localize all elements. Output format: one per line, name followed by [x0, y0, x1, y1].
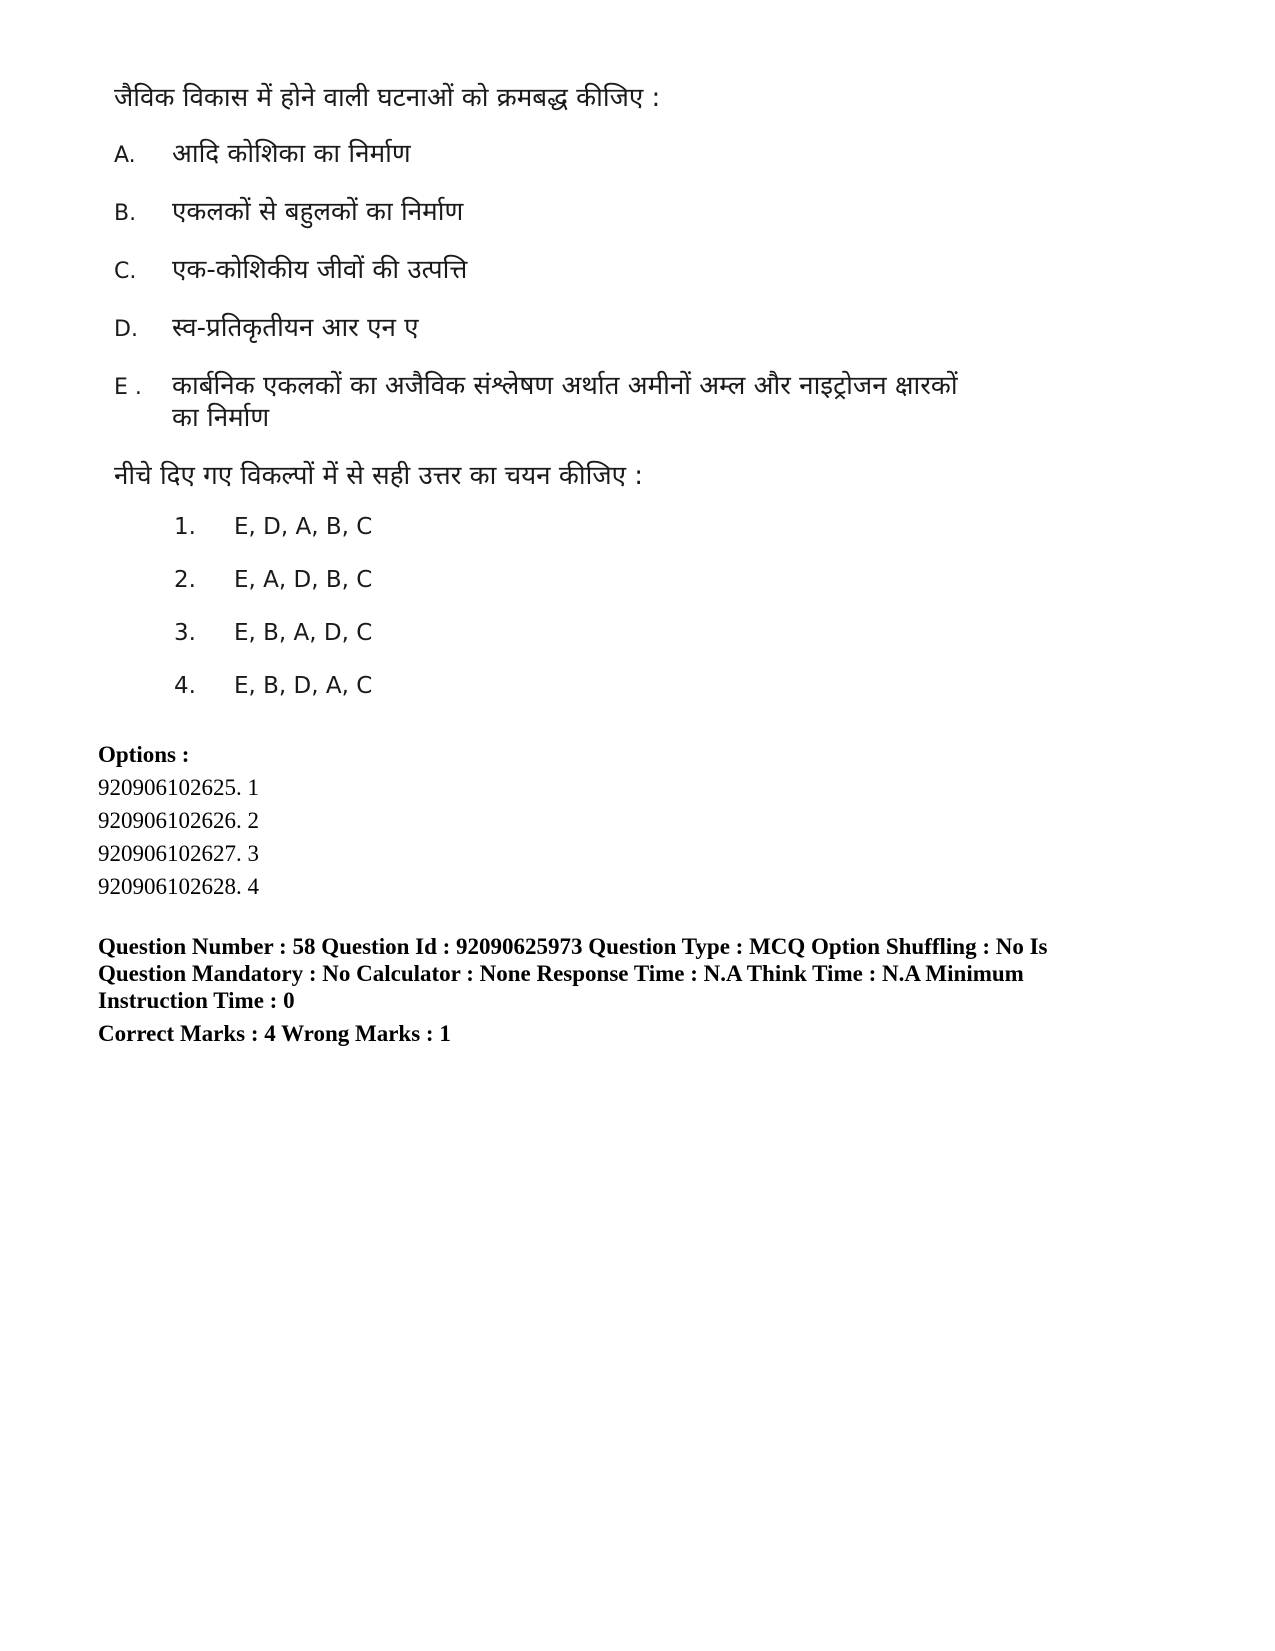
- question-stem: जैविक विकास में होने वाली घटनाओं को क्रमबद्ध कीजिए :: [114, 83, 661, 113]
- statement-text: एकलकों से बहुलकों का निर्माण: [172, 197, 464, 227]
- answer-key-section: [98, 738, 1198, 1047]
- choice-1: [174, 512, 1014, 542]
- statement-b: [114, 196, 1014, 230]
- choice-number: 3.: [174, 620, 196, 646]
- choice-text: E, A, D, B, C: [234, 567, 373, 593]
- option-id-line: 920906102626. 2: [98, 808, 259, 833]
- statement-d: [114, 312, 1014, 346]
- choice-3: [174, 618, 1014, 648]
- choice-number: 2.: [174, 567, 196, 593]
- choice-4: [174, 671, 1014, 701]
- statement-label: D.: [114, 317, 138, 342]
- statement-text: स्व-प्रतिकृतीयन आर एन ए: [172, 313, 419, 343]
- statement-a: [114, 138, 1014, 172]
- choice-number: 1.: [174, 514, 196, 540]
- marks-info: Correct Marks : 4 Wrong Marks : 1: [98, 1021, 451, 1046]
- statement-e: [114, 370, 1014, 434]
- choice-text: E, B, A, D, C: [234, 620, 373, 646]
- question-prompt: नीचे दिए गए विकल्पों में से सही उत्तर का चयन कीजिए :: [114, 461, 644, 491]
- options-heading: Options :: [98, 742, 190, 767]
- question-image: [114, 80, 1014, 724]
- statement-c: [114, 254, 1014, 288]
- statement-label: A.: [114, 143, 136, 168]
- question-info: Question Number : 58 Question Id : 92090625973 Question Type : MCQ Option Shuffling : No Is Question Mandatory : No Calculator : None Response Time : N.A Think Time : N.A Minimum Instruction Time : 0: [98, 934, 1048, 1013]
- option-id-line: 920906102627. 3: [98, 841, 259, 866]
- statement-label: B.: [114, 201, 137, 226]
- choice-text: E, B, D, A, C: [234, 673, 373, 699]
- statement-text: एक-कोशिकीय जीवों की उत्पत्ति: [172, 255, 468, 285]
- choice-number: 4.: [174, 673, 196, 699]
- option-id-line: 920906102625. 1: [98, 775, 259, 800]
- statement-label: E .: [114, 375, 142, 400]
- option-id-line: 920906102628. 4: [98, 874, 259, 899]
- statement-label: C.: [114, 259, 137, 284]
- statement-text: कार्बनिक एकलकों का अजैविक संश्लेषण अर्थात अमीनों अम्ल और नाइट्रोजन क्षारकों का निर्माण: [172, 371, 958, 433]
- choice-text: E, D, A, B, C: [234, 514, 373, 540]
- statement-text: आदि कोशिका का निर्माण: [172, 139, 411, 169]
- choice-2: [174, 565, 1014, 595]
